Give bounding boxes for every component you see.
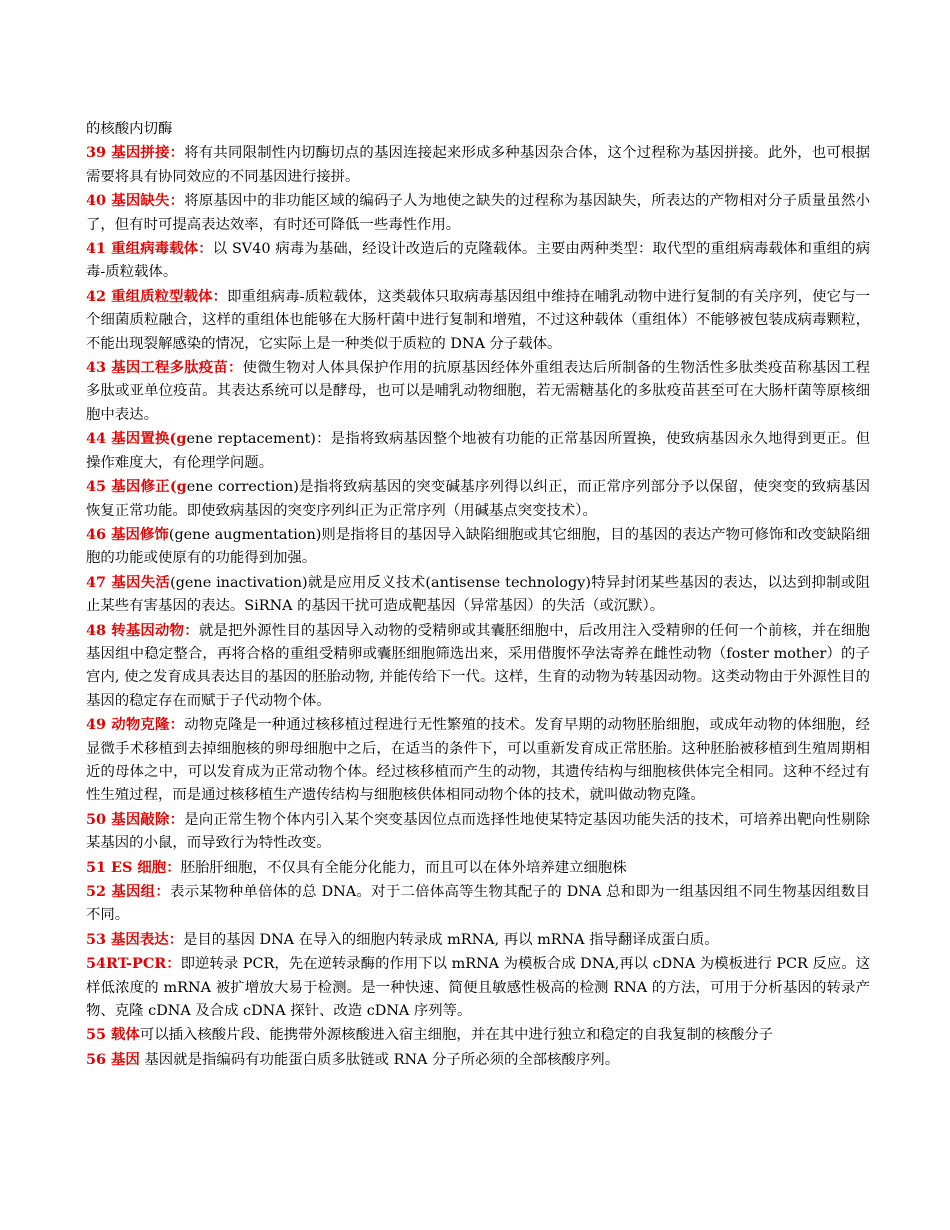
glossary-entry [86,619,870,714]
glossary-entry [86,141,870,189]
glossary-entry [86,1048,870,1072]
entry-definition: ene correction)是指将致病基因的突变碱基序列得以纠正，而正常序列部分予以保留，使突变的致病基因恢复正常功能。即使致病基因的突变序列纠正为正常序列（用碱基点突变技术）。 [86,479,870,519]
entry-definition: 即逆转录 PCR，先在逆转录酶的作用下以 mRNA 为模板合成 DNA,再以 cDNA 为模板进行 PCR 反应。这样低浓度的 mRNA 被扩增放大易于检测。是一种快速、简便且敏感性极高的检测 RNA 的方法，可用于分析基因的转录产物、克隆 cDNA 及合成 cDNA 探针、改造 cDNA 序列等。 [86,956,870,1020]
entry-definition: 即重组病毒-质粒载体，这类载体只取病毒基因组中维持在哺乳动物中进行复制的有关序列，使它与一个细菌质粒融合，这样的重组体也能够在大肠杆菌中进行复制和增殖，不过这种载体（重组体）不能够被包装成病毒颗粒，不能出现裂解感染的情况，它实际上是一种类似于质粒的 DNA 分子载体。 [86,288,870,352]
glossary-entry [86,427,870,475]
entry-definition: 是向正常生物个体内引入某个突变基因位点而选择性地使某特定基因功能失活的技术，可培养出靶向性剔除某基因的小鼠，而导致行为特性改变。 [86,811,870,852]
glossary-list [86,141,870,1072]
entry-term: 56 基因 [86,1050,140,1068]
glossary-entry [86,713,870,808]
glossary-entry [86,475,870,523]
entry-definition: (gene augmentation)则是指将目的基因导入缺陷细胞或其它细胞，目的基因的表达产物可修饰和改变缺陷细胞的功能或使原有的功能得到加强。 [86,526,870,567]
glossary-entry [86,928,870,952]
glossary-entry [86,880,870,928]
entry-term: 46 基因修饰 [86,525,169,543]
entry-term: 42 重组质粒型载体： [86,287,228,305]
glossary-entry [86,523,870,571]
entry-term: 40 基因缺失： [86,192,185,210]
entry-term: 48 转基因动物： [86,621,199,639]
glossary-entry [86,237,870,285]
glossary-entry [86,285,870,356]
entry-definition: 将原基因中的非功能区域的编码子人为地使之缺失的过程称为基因缺失，所表达的产物相对分子质量虽然小了，但有时可提高表达效率，有时还可降低一些毒性作用。 [86,193,870,233]
entry-term: 49 动物克隆： [86,716,185,734]
entry-definition: 使微生物对人体具保护作用的抗原基因经体外重组表达后所制备的生物活性多肽类疫苗称基因工程多肽或亚单位疫苗。其表达系统可以是酵母，也可以是哺乳动物细胞，若无需糖基化的多肽疫苗甚至可在大肠杆菌等原核细胞中表达。 [86,360,870,423]
entry-term: 45 基因修正(g [86,478,187,496]
entry-definition: 将有共同限制性内切酶切点的基因连接起来形成多种基因杂合体，这个过程称为基因拼接。此外，也可根据需要将具有协同效应的不同基因进行接拼。 [86,145,870,185]
entry-term: 55 载体 [86,1026,140,1044]
entry-term: 44 基因置换(g [86,430,187,448]
entry-term: 43 基因工程多肽疫苗： [86,359,243,377]
entry-term: 52 基因组： [86,883,171,900]
entry-term: 47 基因失活 [86,573,171,591]
entry-definition: ene reptacement)：是指将致病基因整个地被有功能的正常基因所置换，使致病基因永久地得到更正。但操作难度大，有伦理学问题。 [86,431,870,471]
entry-term: 41 重组病毒载体： [86,240,213,258]
entry-term: 54RT-PCR： [86,955,181,973]
entry-term: 39 基因拼接： [86,144,185,162]
entry-definition: 基因就是指编码有功能蛋白质多肽链或 RNA 分子所必须的全部核酸序列。 [139,1051,620,1068]
glossary-entry [86,189,870,237]
entry-definition: 动物克隆是一种通过核移植过程进行无性繁殖的技术。发育早期的动物胚胎细胞，或成年动物的体细胞，经显微手术移植到去掉细胞核的卵母细胞中之后，在适当的条件下，可以重新发育成正常胚胎。这种胚胎被移植到生殖周期相近的母体之中，可以发育成为正常动物个体。经过核移植而产生的动物，其遗传结构与细胞核供体完全相同。这种不经过有性生殖过程，而是通过核移植生产遗传结构与细胞核供体相同动物个体的技术，就叫做动物克隆。 [86,717,870,804]
entry-definition: 是目的基因 DNA 在导入的细胞内转录成 mRNA, 再以 mRNA 指导翻译成蛋白质。 [183,931,719,948]
entry-term: 53 基因表达： [86,930,183,948]
glossary-entry [86,356,870,427]
entry-definition: 就是把外源性目的基因导入动物的受精卵或其囊胚细胞中，后改用注入受精卵的任何一个前核，并在细胞基因组中稳定整合，再将合格的重组受精卵或囊胚细胞筛选出来，采用借腹怀孕法寄养在雌性动物（foster mother）的子宫内, 使之发育成具表达目的基因的胚胎动物, 并能传给下一代。这样，生育的动物为转基因动物。这类动物由于外源性目的基因的稳定存在而赋于子代动物个体。 [86,622,870,709]
glossary-entry [86,1023,870,1047]
entry-definition: 以 SV40 病毒为基础，经设计改造后的克隆载体。主要由两种类型：取代型的重组病毒载体和重组的病毒-质粒载体。 [86,241,870,281]
entry-definition: 表示某物种单倍体的总 DNA。对于二倍体高等生物其配子的 DNA 总和即为一组基因组不同生物基因组数目不同。 [86,884,870,924]
glossary-entry [86,808,870,856]
entry-term: 51 ES 细胞： [86,858,181,876]
glossary-entry [86,952,870,1023]
document-page [86,118,870,1072]
glossary-entry [86,856,870,880]
continuation-line: 的核酸内切酶 [86,121,173,137]
entry-definition: 胚胎肝细胞，不仅具有全能分化能力，而且可以在体外培养建立细胞株 [180,859,627,876]
glossary-entry [86,571,870,619]
entry-term: 50 基因敲除： [86,810,185,828]
entry-definition: (gene inactivation)就是应用反义技术(antisense technology)特异封闭某些基因的表达，以达到抑制或阻止某些有害基因的表达。SiRNA 的基因干扰可造成靶基因（异常基因）的失活（或沉默）。 [86,574,870,615]
entry-definition: 可以插入核酸片段、能携带外源核酸进入宿主细胞，并在其中进行独立和稳定的自我复制的核酸分子 [139,1027,774,1044]
